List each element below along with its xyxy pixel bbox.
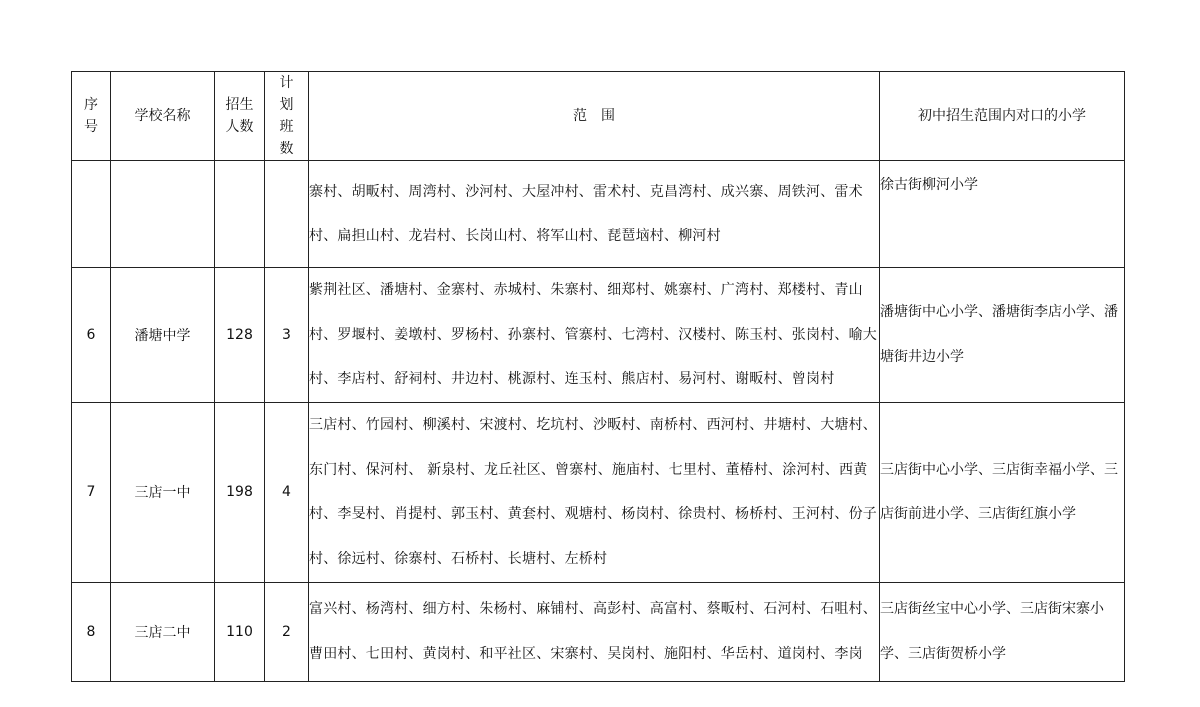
header-planned-classes: [265, 72, 309, 161]
table-header-row: [72, 72, 1125, 161]
cell-enrollment: [215, 161, 265, 268]
cell-scope: 紫荆社区、潘塘村、金寨村、赤城村、朱寨村、细郑村、姚寨村、广湾村、郑楼村、青山村、罗堰村、姜墩村、罗杨村、孙寨村、管寨村、七湾村、汉楼村、陈玉村、张岗村、喻大村、李店村、舒祠村、井边村、桃源村、连玉村、熊店村、易河村、谢畈村、曾岗村: [309, 268, 880, 403]
header-seq-line-2: 号: [84, 119, 98, 135]
cell-classes: [265, 161, 309, 268]
cell-primary-schools: 三店街中心小学、三店街幸福小学、三店街前进小学、三店街红旗小学: [880, 402, 1125, 582]
header-seq: [72, 72, 111, 161]
header-classes-line-2: 划: [279, 97, 294, 113]
cell-school-name: 潘塘中学: [111, 268, 215, 403]
header-enrollment: [215, 72, 265, 161]
enrollment-table: [71, 71, 1125, 682]
cell-school-name: 三店一中: [111, 402, 215, 582]
table-row: [72, 161, 1125, 268]
cell-scope: 寨村、胡畈村、周湾村、沙河村、大屋冲村、雷术村、克昌湾村、成兴寨、周铁河、雷术村、扁担山村、龙岩村、长岗山村、将军山村、琵琶垴村、柳河村: [309, 161, 880, 268]
header-seq-line-1: 序: [84, 97, 98, 113]
table-row: [72, 268, 1125, 403]
header-primary-schools: 初中招生范围内对口的小学: [880, 72, 1125, 161]
cell-classes: 2: [265, 582, 309, 681]
header-school-name: 学校名称: [111, 72, 215, 161]
cell-school-name: 三店二中: [111, 582, 215, 681]
cell-seq: 6: [72, 268, 111, 403]
cell-primary-schools: 潘塘街中心小学、潘塘街李店小学、潘塘街井边小学: [880, 268, 1125, 403]
cell-primary-schools: 三店街丝宝中心小学、三店街宋寨小学、三店街贺桥小学: [880, 582, 1125, 681]
cell-seq: [72, 161, 111, 268]
cell-seq: 8: [72, 582, 111, 681]
cell-seq: 7: [72, 402, 111, 582]
cell-scope: 三店村、竹园村、柳溪村、宋渡村、圪坑村、沙畈村、南桥村、西河村、井塘村、大塘村、东门村、保河村、 新泉村、龙丘社区、曾寨村、施庙村、七里村、董椿村、涂河村、西黄村、李旻村、肖提村、郭玉村、黄套村、观塘村、杨岗村、徐贵村、杨桥村、王河村、份子村、徐远村、徐寨村、石桥村、长塘村、左桥村: [309, 402, 880, 582]
header-classes-line-1: 计: [279, 75, 294, 91]
cell-scope: 富兴村、杨湾村、细方村、朱杨村、麻铺村、高彭村、高富村、蔡畈村、石河村、石咀村、曹田村、七田村、黄岗村、和平社区、宋寨村、吴岗村、施阳村、华岳村、道岗村、李岗: [309, 582, 880, 681]
header-classes-line-4: 数: [279, 141, 294, 157]
header-classes-line-3: 班: [279, 119, 294, 135]
header-scope: 范 围: [309, 72, 880, 161]
cell-enrollment: 110: [215, 582, 265, 681]
header-enrollment-line-2: 人数: [225, 119, 254, 135]
header-enrollment-line-1: 招生: [225, 97, 254, 113]
cell-classes: 4: [265, 402, 309, 582]
cell-classes: 3: [265, 268, 309, 403]
table-row: [72, 402, 1125, 582]
cell-primary-schools: 徐古街柳河小学: [880, 161, 1125, 268]
cell-enrollment: 198: [215, 402, 265, 582]
cell-enrollment: 128: [215, 268, 265, 403]
table-row: [72, 582, 1125, 681]
cell-school-name: [111, 161, 215, 268]
